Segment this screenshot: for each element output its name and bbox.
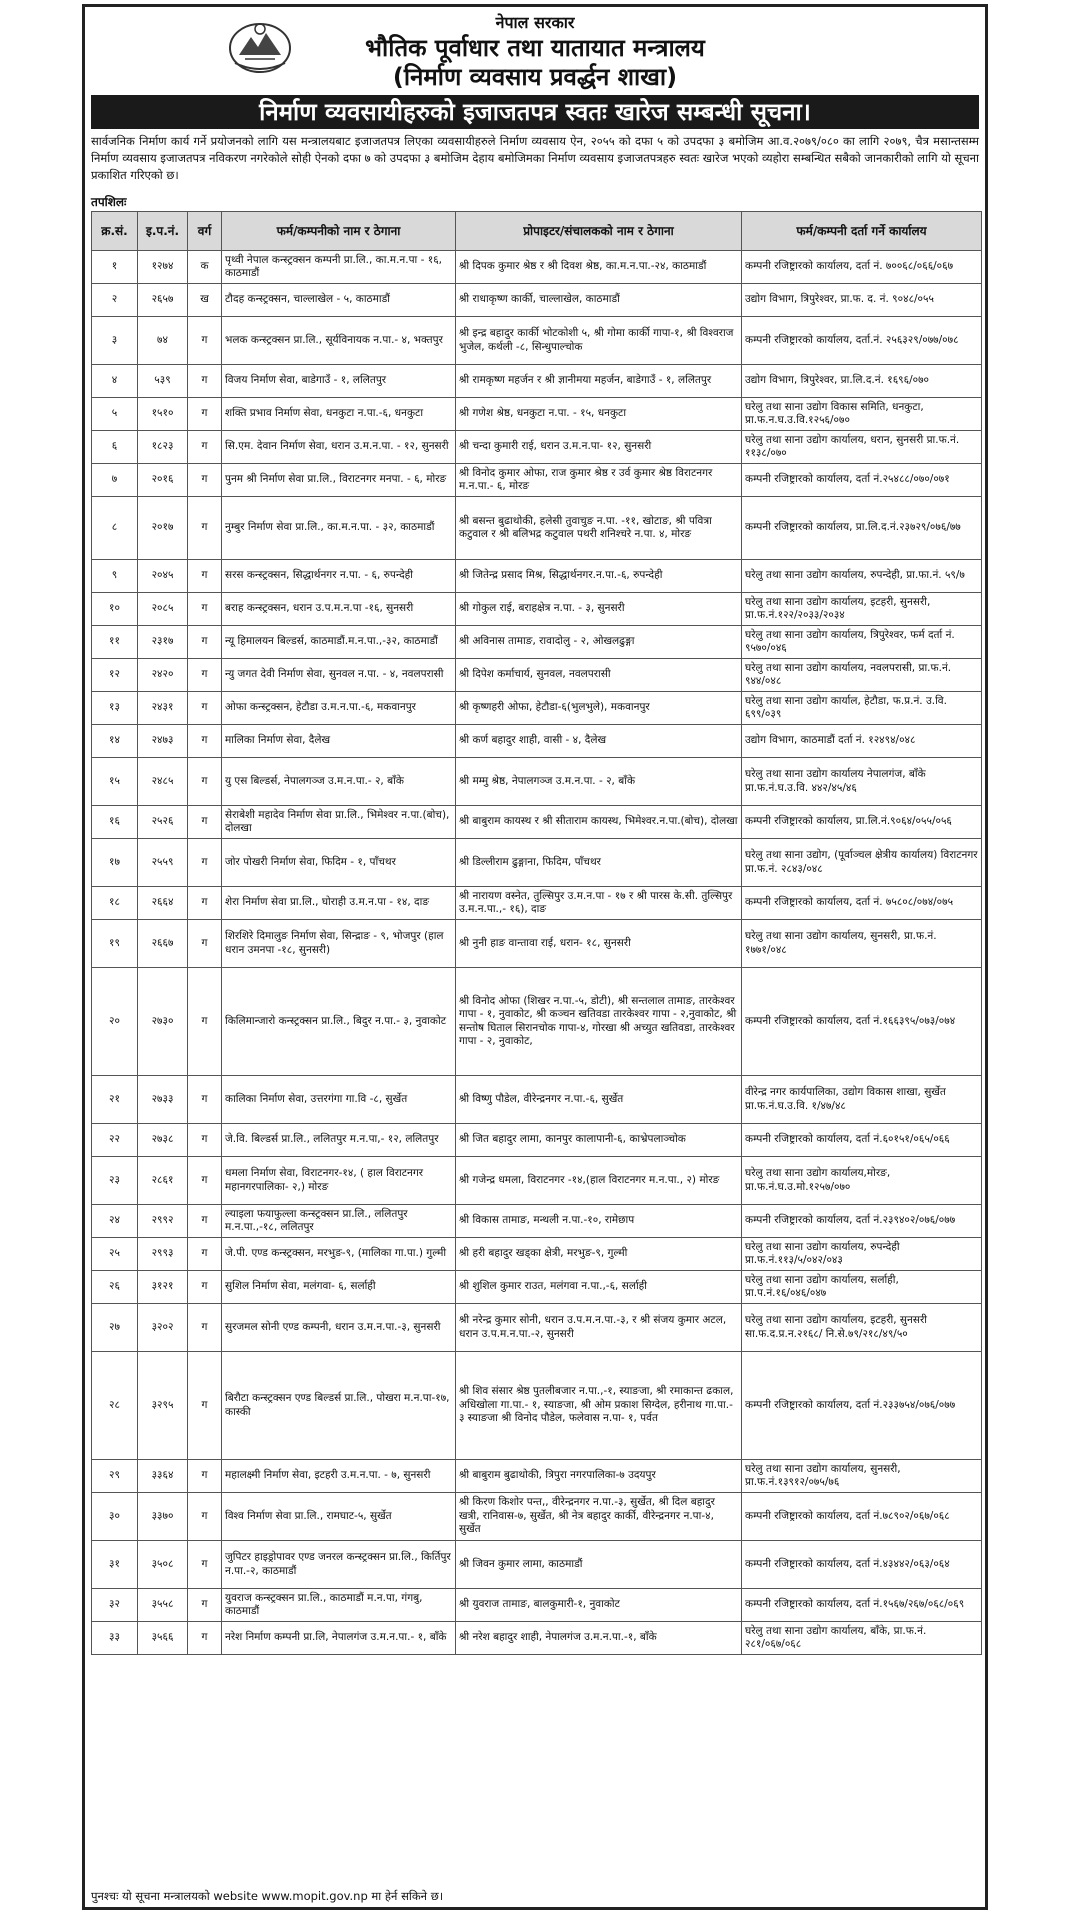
cell-class: ग bbox=[188, 1589, 222, 1622]
cell-license-no: २५५९ bbox=[138, 839, 188, 887]
table-row bbox=[92, 1205, 982, 1238]
cell-sn: २८ bbox=[92, 1352, 138, 1460]
cell-class: ग bbox=[188, 1304, 222, 1352]
table-row bbox=[92, 1157, 982, 1205]
cell-class: ग bbox=[188, 839, 222, 887]
cell-owner: श्री विनोद कुमार ओफा, राज कुमार श्रेष्ठ र उर्व कुमार श्रेष्ठ विराटनगर म.न.पा.- ६, मोरङ bbox=[456, 464, 742, 497]
cell-license-no: ५३९ bbox=[138, 365, 188, 398]
ministry-name: भौतिक पूर्वाधार तथा यातायात मन्त्रालय bbox=[365, 34, 705, 62]
notice-header bbox=[85, 7, 985, 95]
cell-firm: महालक्ष्मी निर्माण सेवा, इटहरी उ.म.न.पा. - ७, सुनसरी bbox=[222, 1460, 456, 1493]
cell-office: घरेलु तथा साना उद्योग कार्यालय, इटहरी, सुनसरी सा.फ.द.प्र.न.२१६८/ नि.से.७९/२१८/४९/५० bbox=[742, 1304, 982, 1352]
cell-office: घरेलु तथा साना उद्योग कार्यालय, नवलपरासी, प्रा.फ.नं. ९४४/०४८ bbox=[742, 659, 982, 692]
cell-sn: ३१ bbox=[92, 1541, 138, 1589]
cell-firm: सुरजमल सोनी एण्ड कम्पनी, धरान उ.म.न.पा.-३, सुनसरी bbox=[222, 1304, 456, 1352]
cell-firm: ल्याइला फयाफुल्ला कन्स्ट्रक्सन प्रा.लि., ललितपुर म.न.पा.,-१८, ललितपुर bbox=[222, 1205, 456, 1238]
table-row bbox=[92, 1622, 982, 1655]
cell-owner: श्री अविनास तामाङ, रावादोलु - २, ओखलढुङ्गा bbox=[456, 626, 742, 659]
cell-sn: ३२ bbox=[92, 1589, 138, 1622]
cell-class: ग bbox=[188, 1352, 222, 1460]
cell-firm: नुम्बुर निर्माण सेवा प्रा.लि., का.म.न.पा. - ३२, काठमाडौं bbox=[222, 497, 456, 560]
cell-owner: श्री हरी बहादुर खड्का क्षेत्री, मरभुङ-९, गुल्मी bbox=[456, 1238, 742, 1271]
cell-owner: श्री युवराज तामाङ, बालकुमारी-१, नुवाकोट bbox=[456, 1589, 742, 1622]
table-row bbox=[92, 1124, 982, 1157]
cell-sn: २ bbox=[92, 284, 138, 317]
table-row bbox=[92, 560, 982, 593]
cell-owner: श्री इन्द्र बहादुर कार्की भोटकोशी ५, श्री गोमा कार्की गापा-१, श्री विश्वराज भुजेल, कर्थली -८, सिन्धुपाल्चोक bbox=[456, 317, 742, 365]
cell-license-no: २९९३ bbox=[138, 1238, 188, 1271]
cell-license-no: ३५५८ bbox=[138, 1589, 188, 1622]
table-row bbox=[92, 920, 982, 968]
table-row bbox=[92, 317, 982, 365]
cell-sn: १४ bbox=[92, 725, 138, 758]
cell-firm: टौदह कन्स्ट्रक्सन, चाल्लाखेल - ५, काठमाडौं bbox=[222, 284, 456, 317]
table-row bbox=[92, 1493, 982, 1541]
cell-owner: श्री नरेश बहादुर शाही, नेपालगंज उ.म.न.पा.-१, बाँके bbox=[456, 1622, 742, 1655]
cell-firm: जोर पोखरी निर्माण सेवा, फिदिम - १, पाँचथर bbox=[222, 839, 456, 887]
cell-firm: विश्व निर्माण सेवा प्रा.लि., रामघाट-५, सुर्खेत bbox=[222, 1493, 456, 1541]
cell-firm: बिरौटा कन्स्ट्रक्सन एण्ड बिल्डर्स प्रा.लि., पोखरा म.न.पा-१७, कास्की bbox=[222, 1352, 456, 1460]
cell-license-no: २३१७ bbox=[138, 626, 188, 659]
cell-class: ग bbox=[188, 1157, 222, 1205]
cell-license-no: ३३६४ bbox=[138, 1460, 188, 1493]
cell-license-no: २६६७ bbox=[138, 920, 188, 968]
cell-license-no: २०४५ bbox=[138, 560, 188, 593]
cell-license-no: १२७४ bbox=[138, 251, 188, 284]
cell-firm: न्यु जगत देवी निर्माण सेवा, सुनवल न.पा. - ४, नवलपरासी bbox=[222, 659, 456, 692]
cell-sn: १३ bbox=[92, 692, 138, 725]
cell-sn: ८ bbox=[92, 497, 138, 560]
cell-sn: २२ bbox=[92, 1124, 138, 1157]
table-body bbox=[92, 251, 982, 1655]
cell-owner: श्री शिव संसार श्रेष्ठ पुतलीबजार न.पा.,-१, स्याङजा, श्री रमाकान्त ढकाल, अधिखोला गा.पा.- १, स्याङजा, श्री ओम प्रकाश सिग्देल, हरीनाथ गा.पा.- ३ स्याङजा श्री विनोद पौडेल, फलेवास न.पा- १, पर्वत bbox=[456, 1352, 742, 1460]
table-row bbox=[92, 1271, 982, 1304]
cell-firm: शिरशिरे दिमालुङ निर्माण सेवा, सिन्द्राङ - ९, भोजपुर (हाल धरान उमनपा -१८, सुनसरी) bbox=[222, 920, 456, 968]
column-header-firm: फर्म/कम्पनीको नाम र ठेगाना bbox=[222, 212, 456, 251]
details-label: तपशिलः bbox=[91, 195, 127, 209]
notice-footer: पुनश्चः यो सूचना मन्त्रालयको website www.mopit.gov.np मा हेर्न सकिने छ। bbox=[91, 1889, 444, 1903]
cell-license-no: ३२९५ bbox=[138, 1352, 188, 1460]
division-name: (निर्माण व्यवसाय प्रवर्द्धन शाखा) bbox=[392, 63, 678, 91]
table-row bbox=[92, 464, 982, 497]
cell-sn: ६ bbox=[92, 431, 138, 464]
cell-office: घरेलु तथा साना उद्योग, (पूर्वाञ्चल क्षेत्रीय कार्यालय) विराटनगर प्रा.फ.नं. २८४३/०४८ bbox=[742, 839, 982, 887]
cell-office: घरेलु तथा साना उद्योग कार्यालय, रुपन्देही, प्रा.फा.नं. ५९/७ bbox=[742, 560, 982, 593]
cell-office: घरेलु तथा साना उद्योग कार्यालय, सुनसरी, प्रा.फ.नं.१३९१२/०७५/७६ bbox=[742, 1460, 982, 1493]
table-row bbox=[92, 1304, 982, 1352]
cell-sn: ३ bbox=[92, 317, 138, 365]
cell-class: ग bbox=[188, 920, 222, 968]
cell-office: घरेलु तथा साना उद्योग कार्याल, हेटौडा, फ.प्र.नं. उ.वि. ६९९/०३९ bbox=[742, 692, 982, 725]
cell-office: घरेलु तथा साना उद्योग कार्यालय,मोरङ, प्रा.फ.नं.घ.उ.मो.१२५७/०७० bbox=[742, 1157, 982, 1205]
cell-firm: कालिका निर्माण सेवा, उत्तरगंगा गा.वि -८, सुर्खेत bbox=[222, 1076, 456, 1124]
table-row bbox=[92, 659, 982, 692]
cell-license-no: ३३७० bbox=[138, 1493, 188, 1541]
column-header-class: वर्ग bbox=[188, 212, 222, 251]
cell-office: कम्पनी रजिष्ट्रारको कार्यालय, दर्ता नं. ७००६८/०६६/०६७ bbox=[742, 251, 982, 284]
table-row bbox=[92, 806, 982, 839]
cell-owner: श्री किरण किशोर पन्त,, वीरेन्द्रनगर न.पा.-३, सुर्खेत, श्री दिल बहादुर खत्री, रानिवास-७, सुर्खेत, श्री नेत्र बहादुर कार्की, वीरेन्द्रनगर न.पा-४, सुर्खेत bbox=[456, 1493, 742, 1541]
cell-owner: श्री कृष्णहरी ओफा, हेटौडा-६(भुलभुले), मकवानपुर bbox=[456, 692, 742, 725]
cell-firm: युवराज कन्स्ट्रक्सन प्रा.लि., काठमाडौं म.न.पा, गंगबु, काठमाडौं bbox=[222, 1589, 456, 1622]
cell-class: ग bbox=[188, 806, 222, 839]
cell-office: कम्पनी रजिष्ट्रारको कार्यालय, प्रा.लि.द.नं.२३७२९/०७६/७७ bbox=[742, 497, 982, 560]
cell-class: ग bbox=[188, 560, 222, 593]
cell-class: ग bbox=[188, 968, 222, 1076]
cell-sn: १२ bbox=[92, 659, 138, 692]
cell-sn: १ bbox=[92, 251, 138, 284]
cell-license-no: २०१६ bbox=[138, 464, 188, 497]
column-header-office: फर्म/कम्पनी दर्ता गर्ने कार्यालय bbox=[742, 212, 982, 251]
cell-class: ग bbox=[188, 431, 222, 464]
cell-license-no: २४८५ bbox=[138, 758, 188, 806]
cell-sn: २० bbox=[92, 968, 138, 1076]
cell-class: ग bbox=[188, 626, 222, 659]
cell-license-no: ३१२१ bbox=[138, 1271, 188, 1304]
cell-sn: ७ bbox=[92, 464, 138, 497]
cell-firm: पुनम श्री निर्माण सेवा प्रा.लि., विराटनगर मनपा. - ६, मोरङ bbox=[222, 464, 456, 497]
cell-owner: श्री राधाकृष्ण कार्की, चाल्लाखेल, काठमाडौं bbox=[456, 284, 742, 317]
cell-license-no: ७४ bbox=[138, 317, 188, 365]
cell-office: वीरेन्द्र नगर कार्यपालिका, उद्योग विकास शाखा, सुर्खेत प्रा.फ.नं.घ.उ.वि. १/४७/४८ bbox=[742, 1076, 982, 1124]
cell-office: घरेलु तथा साना उद्योग विकास समिति, धनकुटा, प्रा.फ.न.घ.उ.वि.१२५६/०७० bbox=[742, 398, 982, 431]
cell-office: घरेलु तथा साना उद्योग कार्यालय, धरान, सुनसरी प्रा.फ.नं. ११३८/०७० bbox=[742, 431, 982, 464]
cell-license-no: ३५६६ bbox=[138, 1622, 188, 1655]
cell-firm: सुशिल निर्माण सेवा, मलंगवा- ६, सर्लाही bbox=[222, 1271, 456, 1304]
cell-class: ग bbox=[188, 1493, 222, 1541]
notice-page bbox=[82, 4, 988, 1910]
cell-office: घरेलु तथा साना उद्योग कार्यालय, त्रिपुरेश्वर, फर्म दर्ता नं. ९५७०/०४६ bbox=[742, 626, 982, 659]
cell-sn: २१ bbox=[92, 1076, 138, 1124]
cell-firm: भलक कन्स्ट्रक्सन प्रा.लि., सूर्यविनायक न.पा.- ४, भक्तपुर bbox=[222, 317, 456, 365]
cell-class: ग bbox=[188, 1124, 222, 1157]
cell-firm: मालिका निर्माण सेवा, दैलेख bbox=[222, 725, 456, 758]
cell-office: घरेलु तथा साना उद्योग कार्यालय नेपालगंज, बाँके प्रा.फ.नं.घ.उ.वि. ४४२/४५/४६ bbox=[742, 758, 982, 806]
cell-sn: १६ bbox=[92, 806, 138, 839]
cell-class: ग bbox=[188, 1271, 222, 1304]
table-row bbox=[92, 497, 982, 560]
cell-sn: ९ bbox=[92, 560, 138, 593]
cell-office: उद्योग विभाग, त्रिपुरेश्वर, प्रा.फ. द. नं. ९०४८/०५५ bbox=[742, 284, 982, 317]
cell-owner: श्री जितेन्द्र प्रसाद मिश्र, सिद्धार्थनगर.न.पा.-६, रुपन्देही bbox=[456, 560, 742, 593]
cell-firm: जे.पी. एण्ड कन्स्ट्रक्सन, मरभुङ-९, (मालिका गा.पा.) गुल्मी bbox=[222, 1238, 456, 1271]
cell-class: ग bbox=[188, 317, 222, 365]
cell-owner: श्री विकास तामाङ, मन्थली न.पा.-१०, रामेछाप bbox=[456, 1205, 742, 1238]
cell-license-no: १८२३ bbox=[138, 431, 188, 464]
cell-office: कम्पनी रजिष्ट्रारको कार्यालय, दर्ता नं.६०१५१/०६५/०६६ bbox=[742, 1124, 982, 1157]
cell-class: ग bbox=[188, 1205, 222, 1238]
table-row bbox=[92, 725, 982, 758]
cell-firm: जुपिटर हाइड्रोपावर एण्ड जनरल कन्स्ट्रक्सन प्रा.लि., किर्तिपुर न.पा.-२, काठमाडौं bbox=[222, 1541, 456, 1589]
cell-office: घरेलु तथा साना उद्योग कार्यालय, रुपन्देही प्रा.फ.नं.११३/५/०४२/०४३ bbox=[742, 1238, 982, 1271]
cell-sn: ५ bbox=[92, 398, 138, 431]
cell-owner: श्री बाबुराम बुढाथोकी, त्रिपुरा नगरपालिका-७ उदयपुर bbox=[456, 1460, 742, 1493]
cell-firm: यु एस बिल्डर्स, नेपालगञ्ज उ.म.न.पा.- २, बाँके bbox=[222, 758, 456, 806]
cell-sn: ११ bbox=[92, 626, 138, 659]
cell-license-no: २०१७ bbox=[138, 497, 188, 560]
notice-title: निर्माण व्यवसायीहरुको इजाजतपत्र स्वतः खारेज सम्बन्धी सूचना। bbox=[91, 95, 979, 129]
cell-owner: श्री जिवन कुमार लामा, काठमाडौं bbox=[456, 1541, 742, 1589]
cell-sn: ३० bbox=[92, 1493, 138, 1541]
table-row bbox=[92, 365, 982, 398]
cell-owner: श्री बाबुराम कायस्थ र श्री सीताराम कायस्थ, भिमेश्वर.न.पा.(बोच), दोलखा bbox=[456, 806, 742, 839]
table-row bbox=[92, 692, 982, 725]
table-row bbox=[92, 251, 982, 284]
cell-owner: श्री जित बहादुर लामा, कानपुर कालापानी-६, काभ्रेपलाञ्चोक bbox=[456, 1124, 742, 1157]
cell-class: ग bbox=[188, 692, 222, 725]
cell-owner: श्री नारायण वस्नेत, तुल्सिपुर उ.म.न.पा - १७ र श्री पारस के.सी. तुल्सिपुर उ.म.न.पा.,- १६), दाङ bbox=[456, 887, 742, 920]
cell-owner: श्री चन्दा कुमारी राई, धरान उ.म.न.पा- १२, सुनसरी bbox=[456, 431, 742, 464]
table-row bbox=[92, 1238, 982, 1271]
cell-class: ग bbox=[188, 1238, 222, 1271]
table-row bbox=[92, 1589, 982, 1622]
cell-sn: १५ bbox=[92, 758, 138, 806]
cell-firm: ओफा कन्स्ट्रक्सन, हेटौडा उ.म.न.पा.-६, मकवानपुर bbox=[222, 692, 456, 725]
cell-sn: २४ bbox=[92, 1205, 138, 1238]
cell-firm: शेरा निर्माण सेवा प्रा.लि., घोराही उ.म.न.पा - १४, दाङ bbox=[222, 887, 456, 920]
cell-sn: ४ bbox=[92, 365, 138, 398]
cell-class: ग bbox=[188, 497, 222, 560]
cell-license-no: २८६१ bbox=[138, 1157, 188, 1205]
cell-firm: धमला निर्माण सेवा, विराटनगर-१४, ( हाल विराटनगर महानगरपालिका- २,) मोरङ bbox=[222, 1157, 456, 1205]
government-name: नेपाल सरकार bbox=[495, 13, 575, 32]
cell-class: ग bbox=[188, 887, 222, 920]
cell-office: कम्पनी रजिष्ट्रारको कार्यालय, दर्ता नं.१६६३९५/०७३/०७४ bbox=[742, 968, 982, 1076]
table-row bbox=[92, 1460, 982, 1493]
table-row bbox=[92, 968, 982, 1076]
cell-license-no: २४२० bbox=[138, 659, 188, 692]
cell-class: ग bbox=[188, 365, 222, 398]
table-row bbox=[92, 1541, 982, 1589]
cell-sn: २३ bbox=[92, 1157, 138, 1205]
cell-firm: सि.एम. देवान निर्माण सेवा, धरान उ.म.न.पा. - १२, सुनसरी bbox=[222, 431, 456, 464]
license-table bbox=[91, 211, 982, 1655]
cell-owner: श्री नरेन्द्र कुमार सोनी, धरान उ.प.म.न.पा.-३, र श्री संजय कुमार अटल, धरान उ.प.म.न.पा.-२, सुनसरी bbox=[456, 1304, 742, 1352]
cell-class: ग bbox=[188, 1541, 222, 1589]
table-row bbox=[92, 398, 982, 431]
table-row bbox=[92, 1352, 982, 1460]
cell-license-no: २०८५ bbox=[138, 593, 188, 626]
cell-firm: विजय निर्माण सेवा, बाडेगाउँ - १, ललितपुर bbox=[222, 365, 456, 398]
cell-owner: श्री कर्ण बहादुर शाही, वासी - ४, दैलेख bbox=[456, 725, 742, 758]
table-row bbox=[92, 839, 982, 887]
cell-sn: ३३ bbox=[92, 1622, 138, 1655]
cell-office: घरेलु तथा साना उद्योग कार्यालय, सुनसरी, प्रा.फ.नं. १७७१/०४८ bbox=[742, 920, 982, 968]
cell-office: कम्पनी रजिष्ट्रारको कार्यालय, दर्ता.नं. २५६३२९/०७७/०७८ bbox=[742, 317, 982, 365]
cell-license-no: २५२६ bbox=[138, 806, 188, 839]
cell-owner: श्री दिपेश कर्माचार्य, सुनवल, नवलपरासी bbox=[456, 659, 742, 692]
cell-firm: पृथ्वी नेपाल कन्स्ट्रक्सन कम्पनी प्रा.लि., का.म.न.पा - १६, काठमाडौं bbox=[222, 251, 456, 284]
cell-class: ग bbox=[188, 464, 222, 497]
cell-class: ग bbox=[188, 758, 222, 806]
cell-office: घरेलु तथा साना उद्योग कार्यालय, इटहरी, सुनसरी, प्रा.फ.नं.१२२/२०३३/२०३४ bbox=[742, 593, 982, 626]
cell-office: कम्पनी रजिष्ट्रारको कार्यालय, दर्ता नं.२५४८८/०७०/०७१ bbox=[742, 464, 982, 497]
cell-office: कम्पनी रजिष्ट्रारको कार्यालय, दर्ता नं.७८९०२/०६७/०६८ bbox=[742, 1493, 982, 1541]
cell-owner: श्री रामकृष्ण महर्जन र श्री ज्ञानीमया महर्जन, बाडेगाउँ - १, ललितपुर bbox=[456, 365, 742, 398]
table-row bbox=[92, 758, 982, 806]
cell-office: कम्पनी रजिष्ट्रारको कार्यालय, दर्ता नं.२३३७५४/०७६/०७७ bbox=[742, 1352, 982, 1460]
column-header-license-no: इ.प.नं. bbox=[138, 212, 188, 251]
cell-owner: श्री डिल्लीराम ढुङ्गाना, फिदिम, पाँचथर bbox=[456, 839, 742, 887]
cell-class: ख bbox=[188, 284, 222, 317]
column-header-owner: प्रोपाइटर/संचालकको नाम र ठेगाना bbox=[456, 212, 742, 251]
cell-office: कम्पनी रजिष्ट्रारको कार्यालय, दर्ता नं.१५६७/२६७/०६८/०६९ bbox=[742, 1589, 982, 1622]
cell-license-no: २६६४ bbox=[138, 887, 188, 920]
cell-license-no: २६५७ bbox=[138, 284, 188, 317]
table-row bbox=[92, 284, 982, 317]
cell-sn: २६ bbox=[92, 1271, 138, 1304]
cell-class: ग bbox=[188, 1460, 222, 1493]
cell-class: ग bbox=[188, 1076, 222, 1124]
cell-owner: श्री बसन्त बुढाथोकी, हलेसी तुवाचुङ न.पा. -११, खोटाङ, श्री पवित्रा कटुवाल र श्री बलिभद्र कटुवाल पथरी शनिश्चरे न.पा. ४, मोरङ bbox=[456, 497, 742, 560]
cell-class: ग bbox=[188, 659, 222, 692]
table-row bbox=[92, 1076, 982, 1124]
cell-office: कम्पनी रजिष्ट्रारको कार्यालय, दर्ता नं.२३९४०२/०७६/०७७ bbox=[742, 1205, 982, 1238]
table-row bbox=[92, 593, 982, 626]
cell-license-no: ३२०२ bbox=[138, 1304, 188, 1352]
cell-owner: श्री शुशिल कुमार राउत, मलंगवा न.पा.,-६, सर्लाही bbox=[456, 1271, 742, 1304]
cell-firm: नरेश निर्माण कम्पनी प्रा.लि, नेपालगंज उ.म.न.पा.- १, बाँके bbox=[222, 1622, 456, 1655]
cell-class: ग bbox=[188, 1622, 222, 1655]
cell-sn: १९ bbox=[92, 920, 138, 968]
cell-class: क bbox=[188, 251, 222, 284]
cell-license-no: १५१० bbox=[138, 398, 188, 431]
cell-office: उद्योग विभाग, काठमाडौं दर्ता नं. १२४९४/०४८ bbox=[742, 725, 982, 758]
cell-sn: १८ bbox=[92, 887, 138, 920]
cell-firm: जे.वि. बिल्डर्स प्रा.लि., ललितपुर म.न.पा,- १२, ललितपुर bbox=[222, 1124, 456, 1157]
cell-office: घरेलु तथा साना उद्योग कार्यालय, सर्लाही, प्रा.प.नं.१६/०४६/०४७ bbox=[742, 1271, 982, 1304]
cell-firm: किलिमान्जारो कन्स्ट्रक्सन प्रा.लि., बिदुर न.पा.- ३, नुवाकोट bbox=[222, 968, 456, 1076]
cell-license-no: २७३३ bbox=[138, 1076, 188, 1124]
table-row bbox=[92, 431, 982, 464]
cell-owner: श्री गजेन्द्र धमला, विराटनगर -१४,(हाल विराटनगर म.न.पा., २) मोरङ bbox=[456, 1157, 742, 1205]
cell-license-no: २७३० bbox=[138, 968, 188, 1076]
table-header-row bbox=[92, 212, 982, 251]
cell-office: उद्योग विभाग, त्रिपुरेश्वर, प्रा.लि.द.नं. १६९६/०७० bbox=[742, 365, 982, 398]
cell-office: कम्पनी रजिष्ट्रारको कार्यालय, दर्ता नं. ७५८०८/०७४/०७५ bbox=[742, 887, 982, 920]
cell-owner: श्री मम्मु श्रेष्ठ, नेपालगञ्ज उ.म.न.पा. - २, बाँके bbox=[456, 758, 742, 806]
cell-owner: श्री विनोद ओफा (शिखर न.पा.-५, डोटी), श्री सन्तलाल तामाङ, तारकेश्वर गापा - १, नुवाकोट, श्री कञ्चन खतिवडा तारकेश्वर गापा - २,नुवाकोट, श्री सन्तोष घिताल सिरानचोक गापा-४, गोरखा श्री अच्युत खतिवडा, तारकेश्वर गापा - २, नुवाकोट, bbox=[456, 968, 742, 1076]
notice-intro: सार्वजनिक निर्माण कार्य गर्ने प्रयोजनको लागि यस मन्त्रालयबाट इजाजतपत्र लिएका व्यवसायीहरुले निर्माण व्यवसाय ऐन, २०५५ को दफा ५ को उपदफा ३ बमोजिम आ.व.२०७९/०८० का लागि २०७९, चैत्र मसान्तसम्म निर्माण व्यवसाय इजाजतपत्र नविकरण नगरेकोले सोही ऐनको दफा ७ को उपदफा ३ बमोजिम देहाय बमोजिमका निर्माण व्यवसाय इजाजतपत्रहरु स्वतः खारेज भएको व्यहोरा सम्बन्धित सबैको जानकारीको लागि यो सूचना प्रकाशित गरिएको छ। bbox=[91, 134, 979, 182]
cell-sn: २५ bbox=[92, 1238, 138, 1271]
table-row bbox=[92, 626, 982, 659]
cell-sn: २९ bbox=[92, 1460, 138, 1493]
cell-firm: सरस कन्स्ट्रक्सन, सिद्धार्थनगर न.पा. - ६, रुपन्देही bbox=[222, 560, 456, 593]
column-header-sn: क्र.सं. bbox=[92, 212, 138, 251]
cell-license-no: २९९२ bbox=[138, 1205, 188, 1238]
cell-sn: १० bbox=[92, 593, 138, 626]
cell-license-no: ३५०८ bbox=[138, 1541, 188, 1589]
cell-license-no: २७३८ bbox=[138, 1124, 188, 1157]
cell-license-no: २४७३ bbox=[138, 725, 188, 758]
cell-sn: २७ bbox=[92, 1304, 138, 1352]
cell-firm: बराह कन्स्ट्रक्सन, धरान उ.प.म.न.पा -१६, सुनसरी bbox=[222, 593, 456, 626]
cell-sn: १७ bbox=[92, 839, 138, 887]
cell-office: कम्पनी रजिष्ट्रारको कार्यालय, प्रा.लि.नं.९०६४/०५५/०५६ bbox=[742, 806, 982, 839]
cell-firm: न्यू हिमालयन बिल्डर्स, काठमाडौं.म.न.पा.,-३२, काठमाडौं bbox=[222, 626, 456, 659]
cell-class: ग bbox=[188, 725, 222, 758]
cell-owner: श्री गोकुल राई, बराहक्षेत्र न.पा. - ३, सुनसरी bbox=[456, 593, 742, 626]
cell-class: ग bbox=[188, 593, 222, 626]
table-row bbox=[92, 887, 982, 920]
cell-firm: सेराबेशी महादेव निर्माण सेवा प्रा.लि., भिमेश्वर न.पा.(बोच), दोलखा bbox=[222, 806, 456, 839]
cell-firm: शक्ति प्रभाव निर्माण सेवा, धनकुटा न.पा.-६, धनकुटा bbox=[222, 398, 456, 431]
cell-owner: श्री दिपक कुमार श्रेष्ठ र श्री दिवश श्रेष्ठ, का.म.न.पा.-२४, काठमाडौं bbox=[456, 251, 742, 284]
cell-office: घरेलु तथा साना उद्योग कार्यालय, बाँके, प्रा.फ.नं. २८१/०६७/०६८ bbox=[742, 1622, 982, 1655]
cell-class: ग bbox=[188, 398, 222, 431]
cell-office: कम्पनी रजिष्ट्रारको कार्यालय, दर्ता नं.४३४४२/०६३/०६४ bbox=[742, 1541, 982, 1589]
cell-owner: श्री नुनी हाङ वान्तावा राई, धरान- १८, सुनसरी bbox=[456, 920, 742, 968]
cell-owner: श्री विष्णु पौडेल, वीरेन्द्रनगर न.पा.-६, सुर्खेत bbox=[456, 1076, 742, 1124]
cell-license-no: २४३१ bbox=[138, 692, 188, 725]
cell-owner: श्री गणेश श्रेष्ठ, धनकुटा न.पा. - १५, धनकुटा bbox=[456, 398, 742, 431]
